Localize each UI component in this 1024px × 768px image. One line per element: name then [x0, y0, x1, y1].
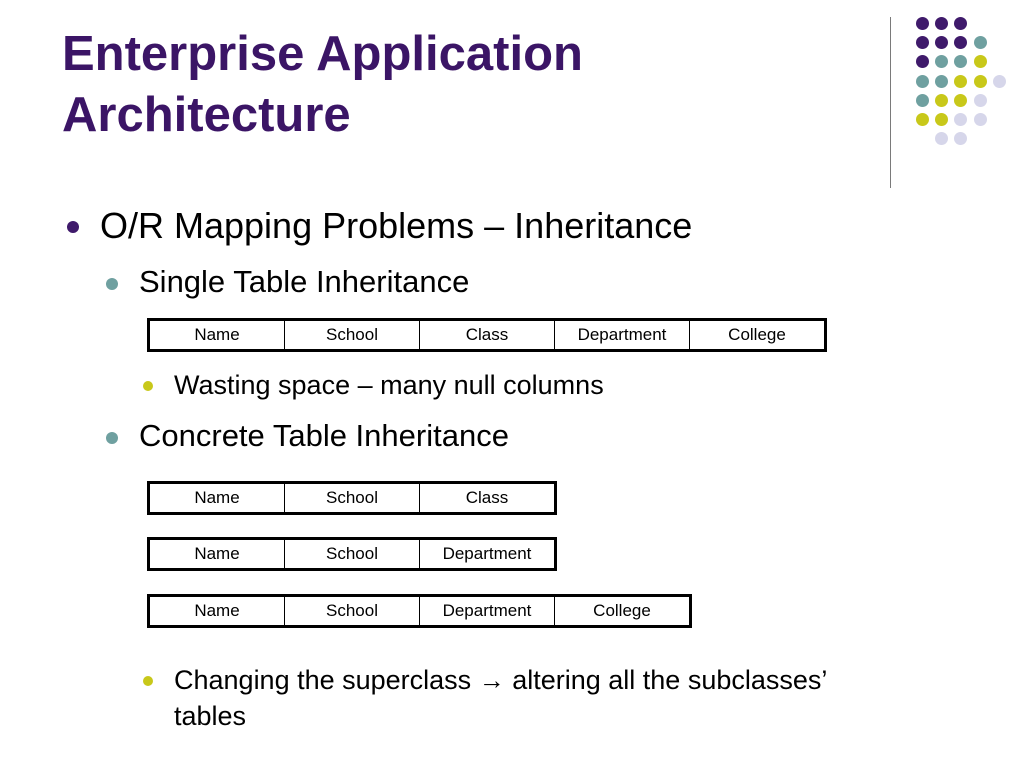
decorative-dot	[916, 17, 929, 30]
table-row	[149, 320, 826, 351]
decorative-dot	[935, 36, 948, 49]
bullet-changing-superclass	[174, 662, 994, 734]
table-row	[149, 483, 556, 514]
decorative-dot	[916, 113, 929, 126]
bullet-text: Wasting space – many null columns	[174, 370, 604, 400]
decorative-dot	[935, 17, 948, 30]
decorative-dot	[916, 75, 929, 88]
decorative-dot	[954, 36, 967, 49]
decorative-dot	[974, 36, 987, 49]
bullet-single-table	[139, 263, 469, 301]
bullet-wasting-space	[174, 367, 604, 403]
decorative-dot	[935, 55, 948, 68]
slide-title: Enterprise Application Architecture	[62, 27, 583, 142]
decorative-dot	[974, 113, 987, 126]
table-cell: Name	[194, 601, 240, 620]
bullet-or-mapping	[100, 204, 692, 248]
decorative-dot	[954, 113, 967, 126]
table-cell: College	[555, 596, 691, 627]
arrow-right-icon: →	[478, 665, 505, 695]
table-cell: School	[285, 483, 420, 514]
table-cell: Name	[194, 325, 240, 344]
bullet-dot-icon	[67, 221, 79, 233]
decorative-dot	[974, 75, 987, 88]
decorative-dot	[935, 132, 948, 145]
decorative-dot	[935, 113, 948, 126]
table-cell: School	[285, 539, 420, 570]
bullet-text: Concrete Table Inheritance	[139, 418, 509, 453]
decorative-dot	[916, 94, 929, 107]
bullet-text-part2: altering all the subclasses’	[512, 665, 828, 695]
bullet-dot-icon	[143, 381, 153, 391]
concrete-table-class	[147, 481, 557, 515]
decorative-dot	[916, 36, 929, 49]
bullet-text: O/R Mapping Problems – Inheritance	[100, 205, 693, 246]
decorative-dot	[935, 94, 948, 107]
decorative-dot	[993, 75, 1006, 88]
decorative-dot	[974, 94, 987, 107]
decorative-dot	[954, 132, 967, 145]
bullet-concrete-table	[139, 417, 509, 455]
decorative-dot	[954, 94, 967, 107]
concrete-table-department	[147, 537, 557, 571]
vertical-divider	[890, 17, 891, 188]
table-cell: Class	[420, 320, 555, 351]
concrete-table-college	[147, 594, 692, 628]
table-cell: College	[690, 320, 826, 351]
table-cell: Department	[555, 320, 690, 351]
table-cell: Department	[420, 539, 556, 570]
single-table	[147, 318, 827, 352]
decorative-dot	[974, 55, 987, 68]
decorative-dot	[935, 75, 948, 88]
table-cell: School	[285, 320, 420, 351]
bullet-dot-icon	[106, 432, 118, 444]
decorative-dot	[916, 55, 929, 68]
bullet-dot-icon	[143, 676, 153, 686]
table-cell: Class	[420, 483, 556, 514]
table-cell: Name	[194, 488, 240, 507]
bullet-text-part1: Changing the superclass	[174, 665, 472, 695]
decorative-dot-grid	[0, 0, 1024, 200]
decorative-dot	[954, 17, 967, 30]
decorative-dot	[954, 75, 967, 88]
decorative-dot	[954, 55, 967, 68]
table-row	[149, 539, 556, 570]
bullet-text-line2: tables	[174, 701, 247, 731]
bullet-text: Single Table Inheritance	[139, 264, 470, 299]
table-cell: Department	[420, 596, 555, 627]
bullet-dot-icon	[106, 278, 118, 290]
table-cell: School	[285, 596, 420, 627]
table-cell: Name	[194, 544, 240, 563]
table-row	[149, 596, 691, 627]
